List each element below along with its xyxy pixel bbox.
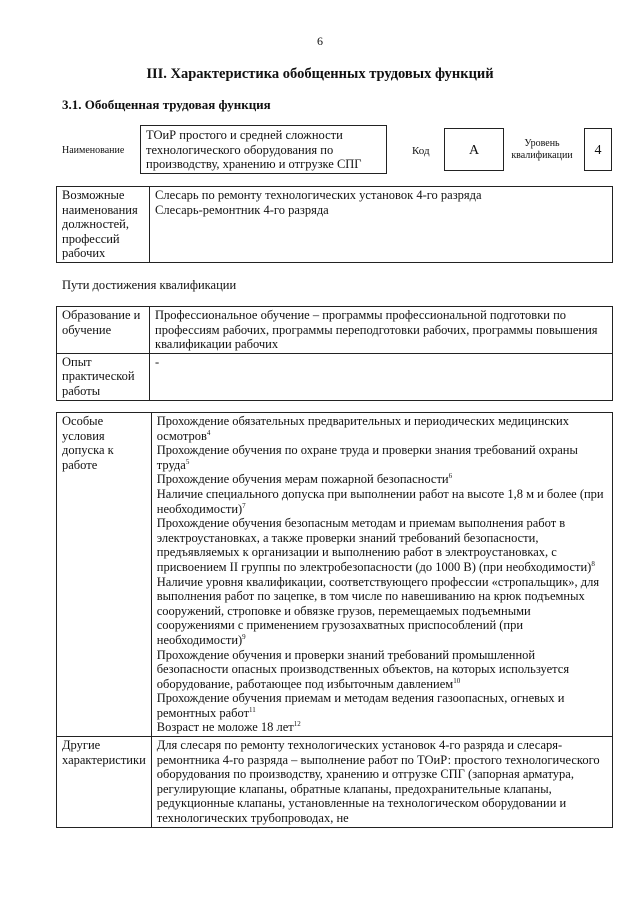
footnote-ref: 7 — [242, 501, 246, 510]
education-value: Профессиональное обучение – программы профессиональной подготовки по профессиям рабочих, программы переподготовки рабочих, программы повышения квалификации рабочих — [150, 307, 613, 354]
footnote-ref: 5 — [185, 457, 190, 466]
level-value: 4 — [584, 128, 612, 171]
condition-text: Прохождение обучения приемам и методам ведения газоопасных, огневых и ремонтных работ — [156, 691, 565, 720]
code-label: Код — [412, 145, 430, 157]
condition-text: Прохождение обучения безопасным методам и приемам выполнения работ в электроустановках, а также проверки знаний требований безопасности, предъявляемых к организации и выполнению работ в электроустановках, с присвоением II группы по электробезопасности (до 1000 В) (при необходимости) — [156, 516, 592, 574]
level-label: Уровень квалификации — [511, 138, 573, 161]
condition-item — [157, 443, 607, 472]
condition-text: Наличие специального допуска при выполнении работ на высоте 1,8 м и более (при необходимости) — [156, 486, 604, 516]
condition-text: Прохождение обучения и проверки знаний требований промышленной безопасности опасных производственных объектов, на которых используется оборудование, работающее под избыточным давлением — [156, 647, 570, 691]
experience-label: Опыт практической работы — [57, 353, 150, 400]
condition-item — [157, 720, 607, 735]
conditions-label: Особые условия допуска к работе — [57, 413, 152, 737]
conditions-table — [56, 412, 613, 828]
name-label: Наименование — [62, 145, 125, 156]
position-item: Слесарь по ремонту технологических установок 4-го разряда — [155, 188, 482, 202]
condition-text: Наличие уровня квалификации, соответствующего профессии «стропальщик», для выполнения работ по зацепке, в том числе по навешиванию на крюк подъемных сооружений, строповке и обвязке грузов, перемещаемых подъемными сооружениями с применением грузозахватных приспособлений (при необходимости) — [156, 574, 600, 647]
condition-text: Возраст не моложе 18 лет — [156, 720, 294, 735]
positions-label: Возможные наименования должностей, профессий рабочих — [57, 187, 150, 263]
condition-item — [157, 487, 607, 516]
positions-table — [56, 186, 613, 263]
condition-text: Прохождение обучения мерам пожарной безопасности — [156, 472, 449, 487]
condition-item — [157, 516, 607, 574]
education-table — [56, 306, 613, 401]
footnote-ref: 10 — [453, 676, 461, 685]
positions-values — [150, 187, 613, 263]
page-number: 6 — [317, 34, 323, 48]
condition-item — [157, 575, 607, 648]
education-label: Образование и обучение — [57, 307, 150, 354]
other-label: Другие характеристики — [57, 737, 152, 828]
condition-item — [157, 472, 607, 487]
paths-heading: Пути достижения квалификации — [62, 278, 237, 292]
experience-value: - — [150, 353, 613, 400]
code-value: А — [444, 128, 504, 171]
subsection-title: 3.1. Обобщенная трудовая функция — [62, 97, 271, 112]
other-value: Для слесаря по ремонту технологических установок 4-го разряда и слесаря-ремонтника 4-го разряда – выполнение работ по ТОиР: простого технологического оборудования по производству, хранению и отгрузке СПГ (запорная арматура, регулирующие клапаны, обратные клапаны, предохранительные клапаны, редукционные клапаны, установленные на технологическом оборудовании и технологических трубопроводах, не — [151, 737, 612, 828]
condition-text: Прохождение обучения по охране труда и проверки знания требований охраны труда — [156, 443, 578, 472]
condition-item — [157, 414, 607, 443]
name-box — [140, 125, 387, 174]
footnote-ref: 8 — [591, 559, 595, 568]
footnote-ref: 12 — [293, 720, 301, 729]
condition-text: Прохождение обязательных предварительных и периодических медицинских осмотров — [156, 414, 569, 443]
section-title: III. Характеристика обобщенных трудовых функций — [146, 66, 494, 82]
footnote-ref: 11 — [249, 705, 256, 714]
footnote-ref: 6 — [448, 472, 453, 481]
name-value: ТОиР простого и средней сложности технологического оборудования по производству, хранению и отгрузке СПГ — [146, 128, 362, 171]
footnote-ref: 9 — [242, 632, 246, 641]
conditions-values — [151, 413, 612, 737]
position-item: Слесарь-ремонтник 4-го разряда — [155, 202, 329, 217]
condition-item — [157, 648, 607, 692]
footnote-ref: 4 — [206, 428, 211, 437]
condition-item — [157, 691, 607, 720]
